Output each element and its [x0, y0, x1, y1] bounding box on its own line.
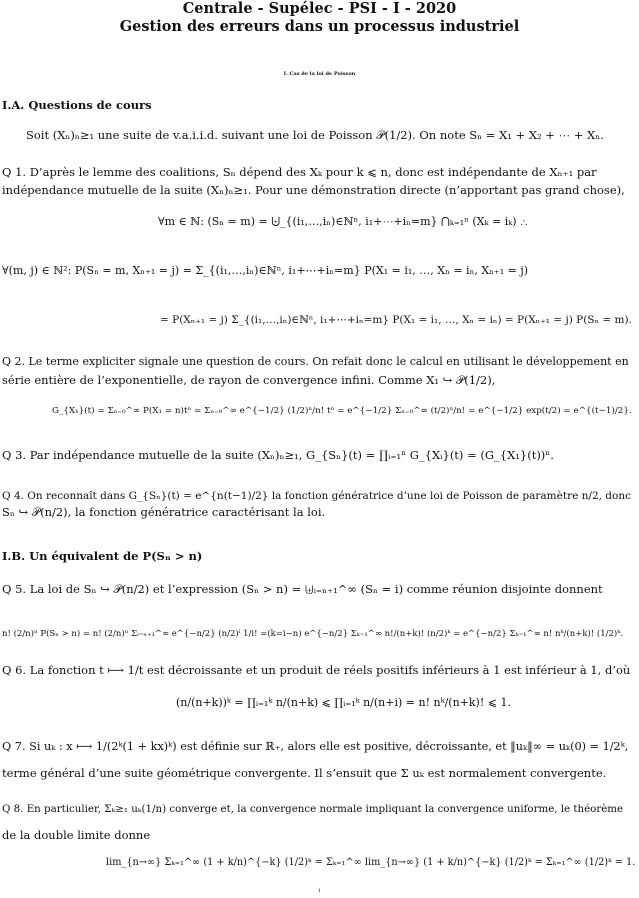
- q8-line1: Q 8. En particulier, Σₖ≥₁ uₖ(1/n) converge et, la convergence normale impliquant la convergence uniforme, le théorème: [2, 803, 624, 815]
- q4-line2: Sₙ ↪ 𝒫(n/2), la fonction génératrice caractérisant la loi.: [2, 505, 326, 519]
- q6-equation: (n/(n+k))ᵏ = ∏ᵢ₌₁ᵏ n/(n+k) ⩽ ∏ᵢ₌₁ᵏ n/(n+i) = n! nᵏ/(n+k)! ⩽ 1.: [176, 696, 511, 709]
- q2-line2: série entière de l’exponentielle, de rayon de convergence infini. Comme X₁ ↪ 𝒫(1/2),: [2, 373, 496, 387]
- q7-line1: Q 7. Si uₖ : x ⟼ 1/(2ᵏ(1 + kx)ᵏ) est définie sur ℝ₊, alors elle est positive, décroissante, et ‖uₖ‖∞ = uₖ(0) = 1/2ᵏ,: [2, 740, 629, 753]
- intro-paragraph: Soit (Xₙ)ₙ≥₁ une suite de v.a.i.i.d. suivant une loi de Poisson 𝒫(1/2). On note Sₙ = X₁ + X₂ + ⋯ + Xₙ.: [26, 128, 604, 142]
- q2-line1: Q 2. Le terme expliciter signale une question de cours. On refait donc le calcul en utilisant le développement en: [2, 355, 629, 368]
- document-title-line1: Centrale - Supélec - PSI - I - 2020: [182, 0, 457, 17]
- q5-equation: n! (2/n)ⁿ P(Sₙ > n) = n! (2/n)ⁿ Σᵢ₌ₙ₊₁^∞ e^{−n/2} (n/2)ⁱ 1/i! =(k=i−n) e^{−n/2} Σₖ₌₁^∞ n!/(n+k)! (n/2)ᵏ = e^{−n/2} Σₖ₌₁^∞ n! nᵏ/(n+k)! (1/2)ᵏ.: [2, 629, 624, 639]
- page-number: 1: [317, 888, 322, 894]
- q2-equation: G_{X₁}(t) = Σₙ₌₀^∞ P(X₁ = n)tⁿ = Σₙ₌₀^∞ e^{−1/2} (1/2)ⁿ/n! tⁿ = e^{−1/2} Σₙ₌₀^∞ (t/2)ⁿ/n! = e^{−1/2} exp(t/2) = e^{(t−1)/2}.: [52, 406, 632, 416]
- q1-line2: indépendance mutuelle de la suite (Xₙ)ₙ≥₁. Pour une démonstration directe (n’apportant pas grand chose),: [2, 183, 625, 197]
- q7-line2: terme général d’une suite géométrique convergente. Il s’ensuit que Σ uₖ est normalement convergente.: [2, 766, 607, 780]
- q3-paragraph: Q 3. Par indépendance mutuelle de la suite (Xₙ)ₙ≥₁, G_{Sₙ}(t) = ∏ᵢ₌₁ⁿ G_{Xᵢ}(t) = (G_{X₁}(t))ⁿ.: [2, 448, 554, 462]
- q1-line1: Q 1. D’après le lemme des coalitions, Sₙ dépend des Xₖ pour k ⩽ n, donc est indépendante de Xₙ₊₁ par: [2, 165, 597, 179]
- q5-line1: Q 5. La loi de Sₙ ↪ 𝒫(n/2) et l’expression (Sₙ > n) = ⨄ᵢ₌ₙ₊₁^∞ (Sₙ = i) comme réunion disjointe donnent: [2, 582, 603, 596]
- q8-equation: lim_{n→∞} Σₖ₌₁^∞ (1 + k/n)^{−k} (1/2)ᵏ = Σₖ₌₁^∞ lim_{n→∞} (1 + k/n)^{−k} (1/2)ᵏ = Σₖ₌₁^∞ (1/2)ᵏ = 1.: [106, 857, 636, 868]
- q1-equation-3: = P(Xₙ₊₁ = j) Σ_{(i₁,…,iₙ)∈ℕⁿ, i₁+⋯+iₙ=m} P(X₁ = i₁, …, Xₙ = iₙ) = P(Xₙ₊₁ = j) P(Sₙ = m).: [160, 314, 632, 326]
- section-heading-I: I. Cas de la loi de Poisson: [283, 71, 356, 77]
- q4-line1: Q 4. On reconnaît dans G_{Sₙ}(t) = e^{n(t−1)/2} la fonction génératrice d’une loi de Poisson de paramètre n/2, donc: [2, 490, 631, 502]
- q1-equation-2: ∀(m, j) ∈ ℕ²: P(Sₙ = m, Xₙ₊₁ = j) = Σ_{(i₁,…,iₙ)∈ℕⁿ, i₁+⋯+iₙ=m} P(X₁ = i₁, …, Xₙ = iₙ, Xₙ₊₁ = j): [2, 264, 529, 277]
- q8-line2: de la double limite donne: [2, 828, 151, 842]
- document-title-line2: Gestion des erreurs dans un processus industriel: [119, 18, 520, 35]
- q1-equation-1: ∀m ∈ ℕ: (Sₙ = m) = ⨄_{(i₁,…,iₙ)∈ℕⁿ, i₁+⋯+iₙ=m} ⋂ₖ₌₁ⁿ (Xₖ = iₖ) ∴: [158, 215, 528, 228]
- q6-line1: Q 6. La fonction t ⟼ 1/t est décroissante et un produit de réels positifs inférieurs à 1 est inférieur à 1, d’où: [2, 663, 631, 677]
- section-heading-IB: I.B. Un équivalent de P(Sₙ > n): [2, 549, 203, 563]
- section-heading-IA: I.A. Questions de cours: [2, 98, 152, 112]
